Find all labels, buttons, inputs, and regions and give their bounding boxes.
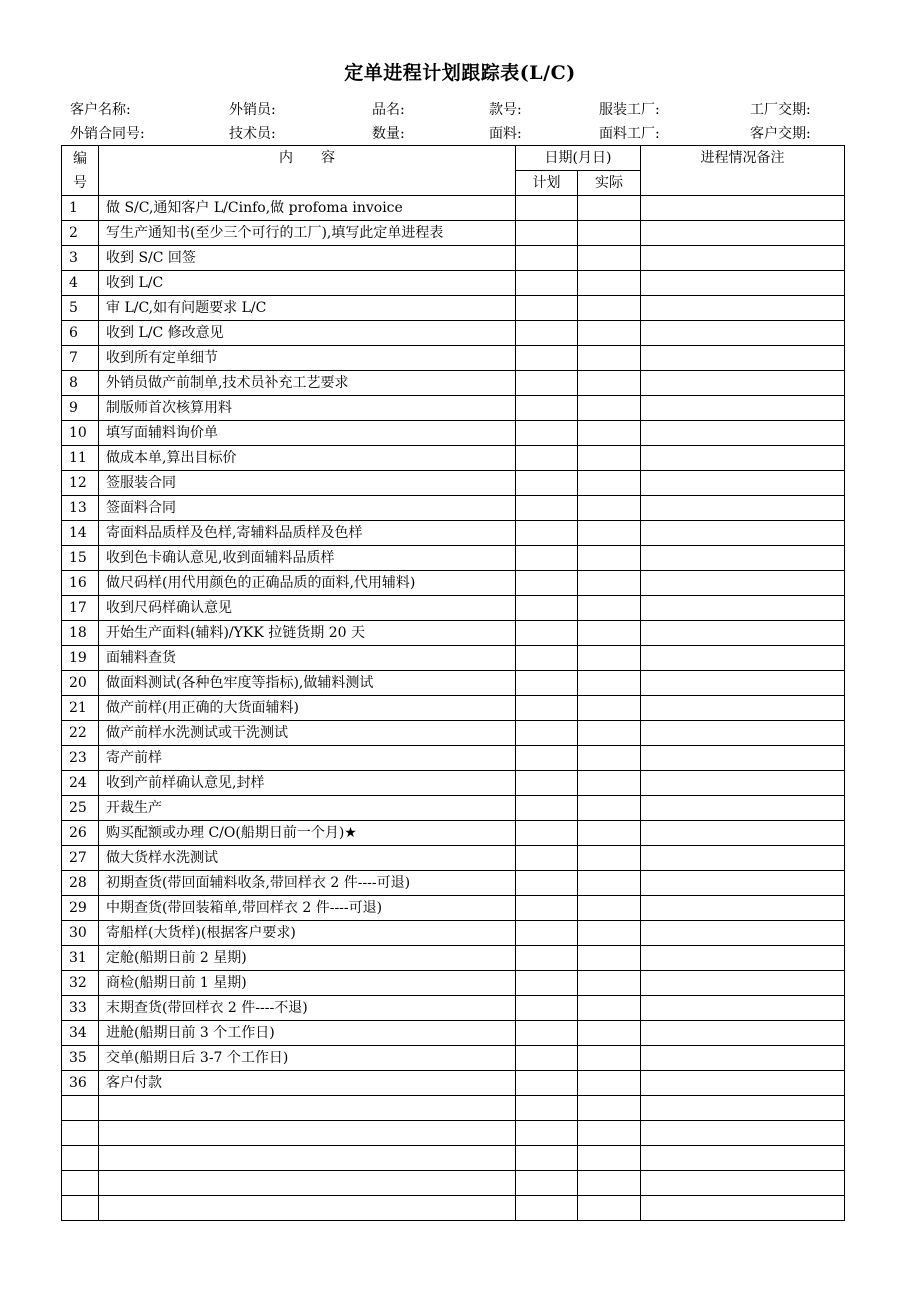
row-remarks-cell [641, 1096, 845, 1121]
table-row [62, 971, 845, 996]
row-remarks-cell [641, 421, 845, 446]
table-row [62, 596, 845, 621]
row-plan-date-cell [516, 621, 578, 646]
table-row [62, 1096, 845, 1121]
row-content-cell: 收到所有定单细节 [99, 346, 516, 371]
row-remarks-cell [641, 771, 845, 796]
table-row [62, 821, 845, 846]
row-actual-date-cell [578, 471, 641, 496]
row-remarks-cell [641, 671, 845, 696]
row-content-cell: 初期查货(带回面辅料收条,带回样衣 2 件----可退) [99, 871, 516, 896]
row-actual-date-cell [578, 846, 641, 871]
row-plan-date-cell [516, 371, 578, 396]
row-content-cell: 开始生产面料(辅料)/YKK 拉链货期 20 天 [99, 621, 516, 646]
header-field-label: 服装工厂: [599, 102, 660, 118]
table-row [62, 621, 845, 646]
row-plan-date-cell [516, 871, 578, 896]
row-number-cell: 35 [62, 1046, 99, 1071]
row-content-cell: 面辅料查货 [99, 646, 516, 671]
row-actual-date-cell [578, 671, 641, 696]
row-content-cell: 购买配额或办理 C/O(船期日前一个月)★ [99, 821, 516, 846]
table-row [62, 471, 845, 496]
row-number-cell [62, 1096, 99, 1121]
row-content-cell: 末期查货(带回样衣 2 件----不退) [99, 996, 516, 1021]
row-content-cell: 制版师首次核算用料 [99, 396, 516, 421]
header-field-label: 面料: [489, 126, 522, 142]
header-field-label: 款号: [489, 102, 522, 118]
row-remarks-cell [641, 296, 845, 321]
row-plan-date-cell [516, 796, 578, 821]
col-actual-header: 实际 [578, 171, 641, 196]
row-remarks-cell [641, 796, 845, 821]
row-number-cell: 21 [62, 696, 99, 721]
row-plan-date-cell [516, 946, 578, 971]
table-row [62, 396, 845, 421]
row-plan-date-cell [516, 671, 578, 696]
table-row [62, 1071, 845, 1096]
row-remarks-cell [641, 721, 845, 746]
table-row [62, 496, 845, 521]
row-plan-date-cell [516, 521, 578, 546]
row-number-cell: 31 [62, 946, 99, 971]
header-field-label: 外销员: [229, 102, 276, 118]
row-content-cell: 做 S/C,通知客户 L/Cinfo,做 profoma invoice [99, 196, 516, 221]
col-no-header [62, 146, 99, 196]
row-content-cell: 签面料合同 [99, 496, 516, 521]
row-plan-date-cell [516, 771, 578, 796]
row-remarks-cell [641, 446, 845, 471]
row-actual-date-cell [578, 1071, 641, 1096]
row-content-cell [99, 1146, 516, 1171]
row-content-cell: 做尺码样(用代用颜色的正确品质的面料,代用辅料) [99, 571, 516, 596]
row-remarks-cell [641, 746, 845, 771]
col-content-header [99, 146, 516, 196]
row-number-cell: 14 [62, 521, 99, 546]
row-content-cell: 写生产通知书(至少三个可行的工厂),填写此定单进程表 [99, 221, 516, 246]
row-plan-date-cell [516, 721, 578, 746]
row-plan-date-cell [516, 746, 578, 771]
row-remarks-cell [641, 471, 845, 496]
row-number-cell: 5 [62, 296, 99, 321]
table-row [62, 746, 845, 771]
row-remarks-cell [641, 396, 845, 421]
row-actual-date-cell [578, 346, 641, 371]
row-content-cell: 中期查货(带回装箱单,带回样衣 2 件----可退) [99, 896, 516, 921]
row-remarks-cell [641, 221, 845, 246]
table-row [62, 546, 845, 571]
row-content-cell [99, 1096, 516, 1121]
row-content-cell: 客户付款 [99, 1071, 516, 1096]
row-remarks-cell [641, 621, 845, 646]
row-remarks-cell [641, 571, 845, 596]
row-number-cell: 20 [62, 671, 99, 696]
row-actual-date-cell [578, 696, 641, 721]
row-remarks-cell [641, 1021, 845, 1046]
row-remarks-cell [641, 871, 845, 896]
row-number-cell: 13 [62, 496, 99, 521]
row-number-cell: 8 [62, 371, 99, 396]
row-number-cell: 17 [62, 596, 99, 621]
row-content-cell: 填写面辅料询价单 [99, 421, 516, 446]
row-number-cell: 33 [62, 996, 99, 1021]
row-content-cell: 寄船样(大货样)(根据客户要求) [99, 921, 516, 946]
table-row [62, 896, 845, 921]
table-row [62, 1146, 845, 1171]
row-remarks-cell [641, 1121, 845, 1146]
row-number-cell: 1 [62, 196, 99, 221]
row-content-cell [99, 1121, 516, 1146]
row-plan-date-cell [516, 421, 578, 446]
row-number-cell: 16 [62, 571, 99, 596]
row-plan-date-cell [516, 596, 578, 621]
row-actual-date-cell [578, 246, 641, 271]
row-number-cell: 12 [62, 471, 99, 496]
row-number-cell: 2 [62, 221, 99, 246]
row-content-cell: 做大货样水洗测试 [99, 846, 516, 871]
row-number-cell: 32 [62, 971, 99, 996]
table-row [62, 346, 845, 371]
table-row [62, 1021, 845, 1046]
row-number-cell: 23 [62, 746, 99, 771]
row-content-cell: 开裁生产 [99, 796, 516, 821]
row-remarks-cell [641, 896, 845, 921]
row-content-cell: 签服装合同 [99, 471, 516, 496]
row-plan-date-cell [516, 471, 578, 496]
col-no-header-line1: 编 [73, 150, 87, 167]
row-remarks-cell [641, 1071, 845, 1096]
row-number-cell: 30 [62, 921, 99, 946]
row-plan-date-cell [516, 921, 578, 946]
row-plan-date-cell [516, 1196, 578, 1221]
row-number-cell: 18 [62, 621, 99, 646]
row-plan-date-cell [516, 1171, 578, 1196]
row-remarks-cell [641, 496, 845, 521]
row-content-cell: 做产前样水洗测试或干洗测试 [99, 721, 516, 746]
row-actual-date-cell [578, 1121, 641, 1146]
row-plan-date-cell [516, 1046, 578, 1071]
row-actual-date-cell [578, 996, 641, 1021]
table-row [62, 1046, 845, 1071]
row-actual-date-cell [578, 1046, 641, 1071]
header-field-label: 工厂交期: [750, 102, 811, 118]
row-actual-date-cell [578, 621, 641, 646]
table-row [62, 696, 845, 721]
row-number-cell: 7 [62, 346, 99, 371]
table-row [62, 521, 845, 546]
row-remarks-cell [641, 321, 845, 346]
row-content-cell: 收到色卡确认意见,收到面辅料品质样 [99, 546, 516, 571]
row-content-cell: 收到 L/C 修改意见 [99, 321, 516, 346]
row-plan-date-cell [516, 821, 578, 846]
row-plan-date-cell [516, 346, 578, 371]
header-field-label: 技术员: [229, 126, 276, 142]
row-content-cell: 收到 L/C [99, 271, 516, 296]
row-actual-date-cell [578, 871, 641, 896]
row-actual-date-cell [578, 421, 641, 446]
row-content-cell: 收到产前样确认意见,封样 [99, 771, 516, 796]
row-number-cell: 10 [62, 421, 99, 446]
row-actual-date-cell [578, 1171, 641, 1196]
row-remarks-cell [641, 971, 845, 996]
col-no-header-line2: 号 [73, 174, 87, 191]
table-row [62, 221, 845, 246]
row-remarks-cell [641, 521, 845, 546]
row-number-cell: 27 [62, 846, 99, 871]
table-row [62, 996, 845, 1021]
table-row [62, 1171, 845, 1196]
row-actual-date-cell [578, 971, 641, 996]
row-number-cell: 9 [62, 396, 99, 421]
row-remarks-cell [641, 196, 845, 221]
row-actual-date-cell [578, 771, 641, 796]
header-field-label: 外销合同号: [70, 126, 145, 142]
row-plan-date-cell [516, 296, 578, 321]
row-content-cell: 商检(船期日前 1 星期) [99, 971, 516, 996]
row-plan-date-cell [516, 196, 578, 221]
row-actual-date-cell [578, 1096, 641, 1121]
row-remarks-cell [641, 846, 845, 871]
table-row [62, 1121, 845, 1146]
row-remarks-cell [641, 1046, 845, 1071]
row-number-cell: 36 [62, 1071, 99, 1096]
col-content-label: 内 容 [279, 150, 335, 166]
row-actual-date-cell [578, 946, 641, 971]
table-row [62, 571, 845, 596]
table-row [62, 421, 845, 446]
row-actual-date-cell [578, 721, 641, 746]
row-actual-date-cell [578, 571, 641, 596]
row-actual-date-cell [578, 921, 641, 946]
header-field-label: 数量: [372, 126, 405, 142]
table-row [62, 871, 845, 896]
row-actual-date-cell [578, 596, 641, 621]
row-number-cell: 34 [62, 1021, 99, 1046]
row-plan-date-cell [516, 996, 578, 1021]
table-row [62, 796, 845, 821]
row-actual-date-cell [578, 1196, 641, 1221]
table-row [62, 371, 845, 396]
row-plan-date-cell [516, 496, 578, 521]
row-plan-date-cell [516, 646, 578, 671]
row-number-cell: 19 [62, 646, 99, 671]
row-plan-date-cell [516, 446, 578, 471]
row-remarks-cell [641, 946, 845, 971]
row-plan-date-cell [516, 571, 578, 596]
table-row [62, 1196, 845, 1221]
row-actual-date-cell [578, 496, 641, 521]
row-plan-date-cell [516, 396, 578, 421]
row-number-cell: 11 [62, 446, 99, 471]
row-number-cell [62, 1171, 99, 1196]
row-content-cell: 收到尺码样确认意见 [99, 596, 516, 621]
row-plan-date-cell [516, 696, 578, 721]
row-actual-date-cell [578, 1146, 641, 1171]
row-remarks-cell [641, 1196, 845, 1221]
row-actual-date-cell [578, 746, 641, 771]
row-plan-date-cell [516, 246, 578, 271]
row-actual-date-cell [578, 221, 641, 246]
row-actual-date-cell [578, 821, 641, 846]
table-row [62, 946, 845, 971]
row-remarks-cell [641, 1146, 845, 1171]
row-remarks-cell [641, 646, 845, 671]
row-plan-date-cell [516, 321, 578, 346]
row-remarks-cell [641, 821, 845, 846]
row-actual-date-cell [578, 371, 641, 396]
row-remarks-cell [641, 1171, 845, 1196]
table-row [62, 771, 845, 796]
row-content-cell: 收到 S/C 回签 [99, 246, 516, 271]
row-remarks-cell [641, 246, 845, 271]
row-content-cell [99, 1171, 516, 1196]
row-actual-date-cell [578, 446, 641, 471]
row-plan-date-cell [516, 546, 578, 571]
row-remarks-cell [641, 921, 845, 946]
row-plan-date-cell [516, 1121, 578, 1146]
row-content-cell: 审 L/C,如有问题要求 L/C [99, 296, 516, 321]
row-actual-date-cell [578, 1021, 641, 1046]
header-field-label: 面料工厂: [599, 126, 660, 142]
col-remarks-header [641, 146, 845, 196]
row-content-cell: 交单(船期日后 3-7 个工作日) [99, 1046, 516, 1071]
row-remarks-cell [641, 371, 845, 396]
table-row [62, 321, 845, 346]
order-progress-table [61, 145, 845, 1221]
row-number-cell [62, 1121, 99, 1146]
header-field-label: 客户名称: [70, 102, 131, 118]
row-content-cell: 做成本单,算出目标价 [99, 446, 516, 471]
row-number-cell: 26 [62, 821, 99, 846]
row-actual-date-cell [578, 271, 641, 296]
row-number-cell: 15 [62, 546, 99, 571]
row-number-cell [62, 1146, 99, 1171]
table-row [62, 846, 845, 871]
document-title: 定单进程计划跟踪表(L/C) [344, 62, 576, 84]
row-number-cell: 3 [62, 246, 99, 271]
header-field-label: 品名: [372, 102, 405, 118]
row-actual-date-cell [578, 546, 641, 571]
col-plan-header: 计划 [516, 171, 578, 196]
row-plan-date-cell [516, 896, 578, 921]
row-actual-date-cell [578, 521, 641, 546]
table-row [62, 721, 845, 746]
row-remarks-cell [641, 546, 845, 571]
row-remarks-cell [641, 596, 845, 621]
row-remarks-cell [641, 271, 845, 296]
row-plan-date-cell [516, 271, 578, 296]
row-plan-date-cell [516, 221, 578, 246]
row-plan-date-cell [516, 1021, 578, 1046]
col-remarks-label: 进程情况备注 [700, 150, 785, 166]
row-remarks-cell [641, 996, 845, 1021]
row-number-cell [62, 1196, 99, 1221]
row-plan-date-cell [516, 1096, 578, 1121]
row-content-cell: 寄面料品质样及色样,寄辅料品质样及色样 [99, 521, 516, 546]
header-field-label: 客户交期: [750, 126, 811, 142]
row-number-cell: 4 [62, 271, 99, 296]
row-content-cell: 做面料测试(各种色牢度等指标),做辅料测试 [99, 671, 516, 696]
table-row [62, 296, 845, 321]
row-plan-date-cell [516, 1146, 578, 1171]
row-actual-date-cell [578, 321, 641, 346]
row-actual-date-cell [578, 296, 641, 321]
row-actual-date-cell [578, 796, 641, 821]
row-number-cell: 22 [62, 721, 99, 746]
row-remarks-cell [641, 346, 845, 371]
row-actual-date-cell [578, 196, 641, 221]
row-content-cell: 定舱(船期日前 2 星期) [99, 946, 516, 971]
table-row [62, 446, 845, 471]
table-row [62, 271, 845, 296]
table-row [62, 646, 845, 671]
table-row [62, 671, 845, 696]
row-actual-date-cell [578, 646, 641, 671]
row-number-cell: 24 [62, 771, 99, 796]
table-header-row-1 [62, 146, 845, 171]
row-plan-date-cell [516, 846, 578, 871]
row-content-cell: 寄产前样 [99, 746, 516, 771]
table-row [62, 246, 845, 271]
row-actual-date-cell [578, 396, 641, 421]
row-number-cell: 29 [62, 896, 99, 921]
row-number-cell: 28 [62, 871, 99, 896]
row-content-cell: 外销员做产前制单,技术员补充工艺要求 [99, 371, 516, 396]
row-remarks-cell [641, 696, 845, 721]
row-content-cell: 进舱(船期日前 3 个工作日) [99, 1021, 516, 1046]
row-number-cell: 25 [62, 796, 99, 821]
row-actual-date-cell [578, 896, 641, 921]
row-content-cell [99, 1196, 516, 1221]
row-plan-date-cell [516, 971, 578, 996]
row-number-cell: 6 [62, 321, 99, 346]
row-plan-date-cell [516, 1071, 578, 1096]
col-date-header: 日期(月日) [516, 146, 641, 171]
table-row [62, 921, 845, 946]
row-content-cell: 做产前样(用正确的大货面辅料) [99, 696, 516, 721]
table-row [62, 196, 845, 221]
